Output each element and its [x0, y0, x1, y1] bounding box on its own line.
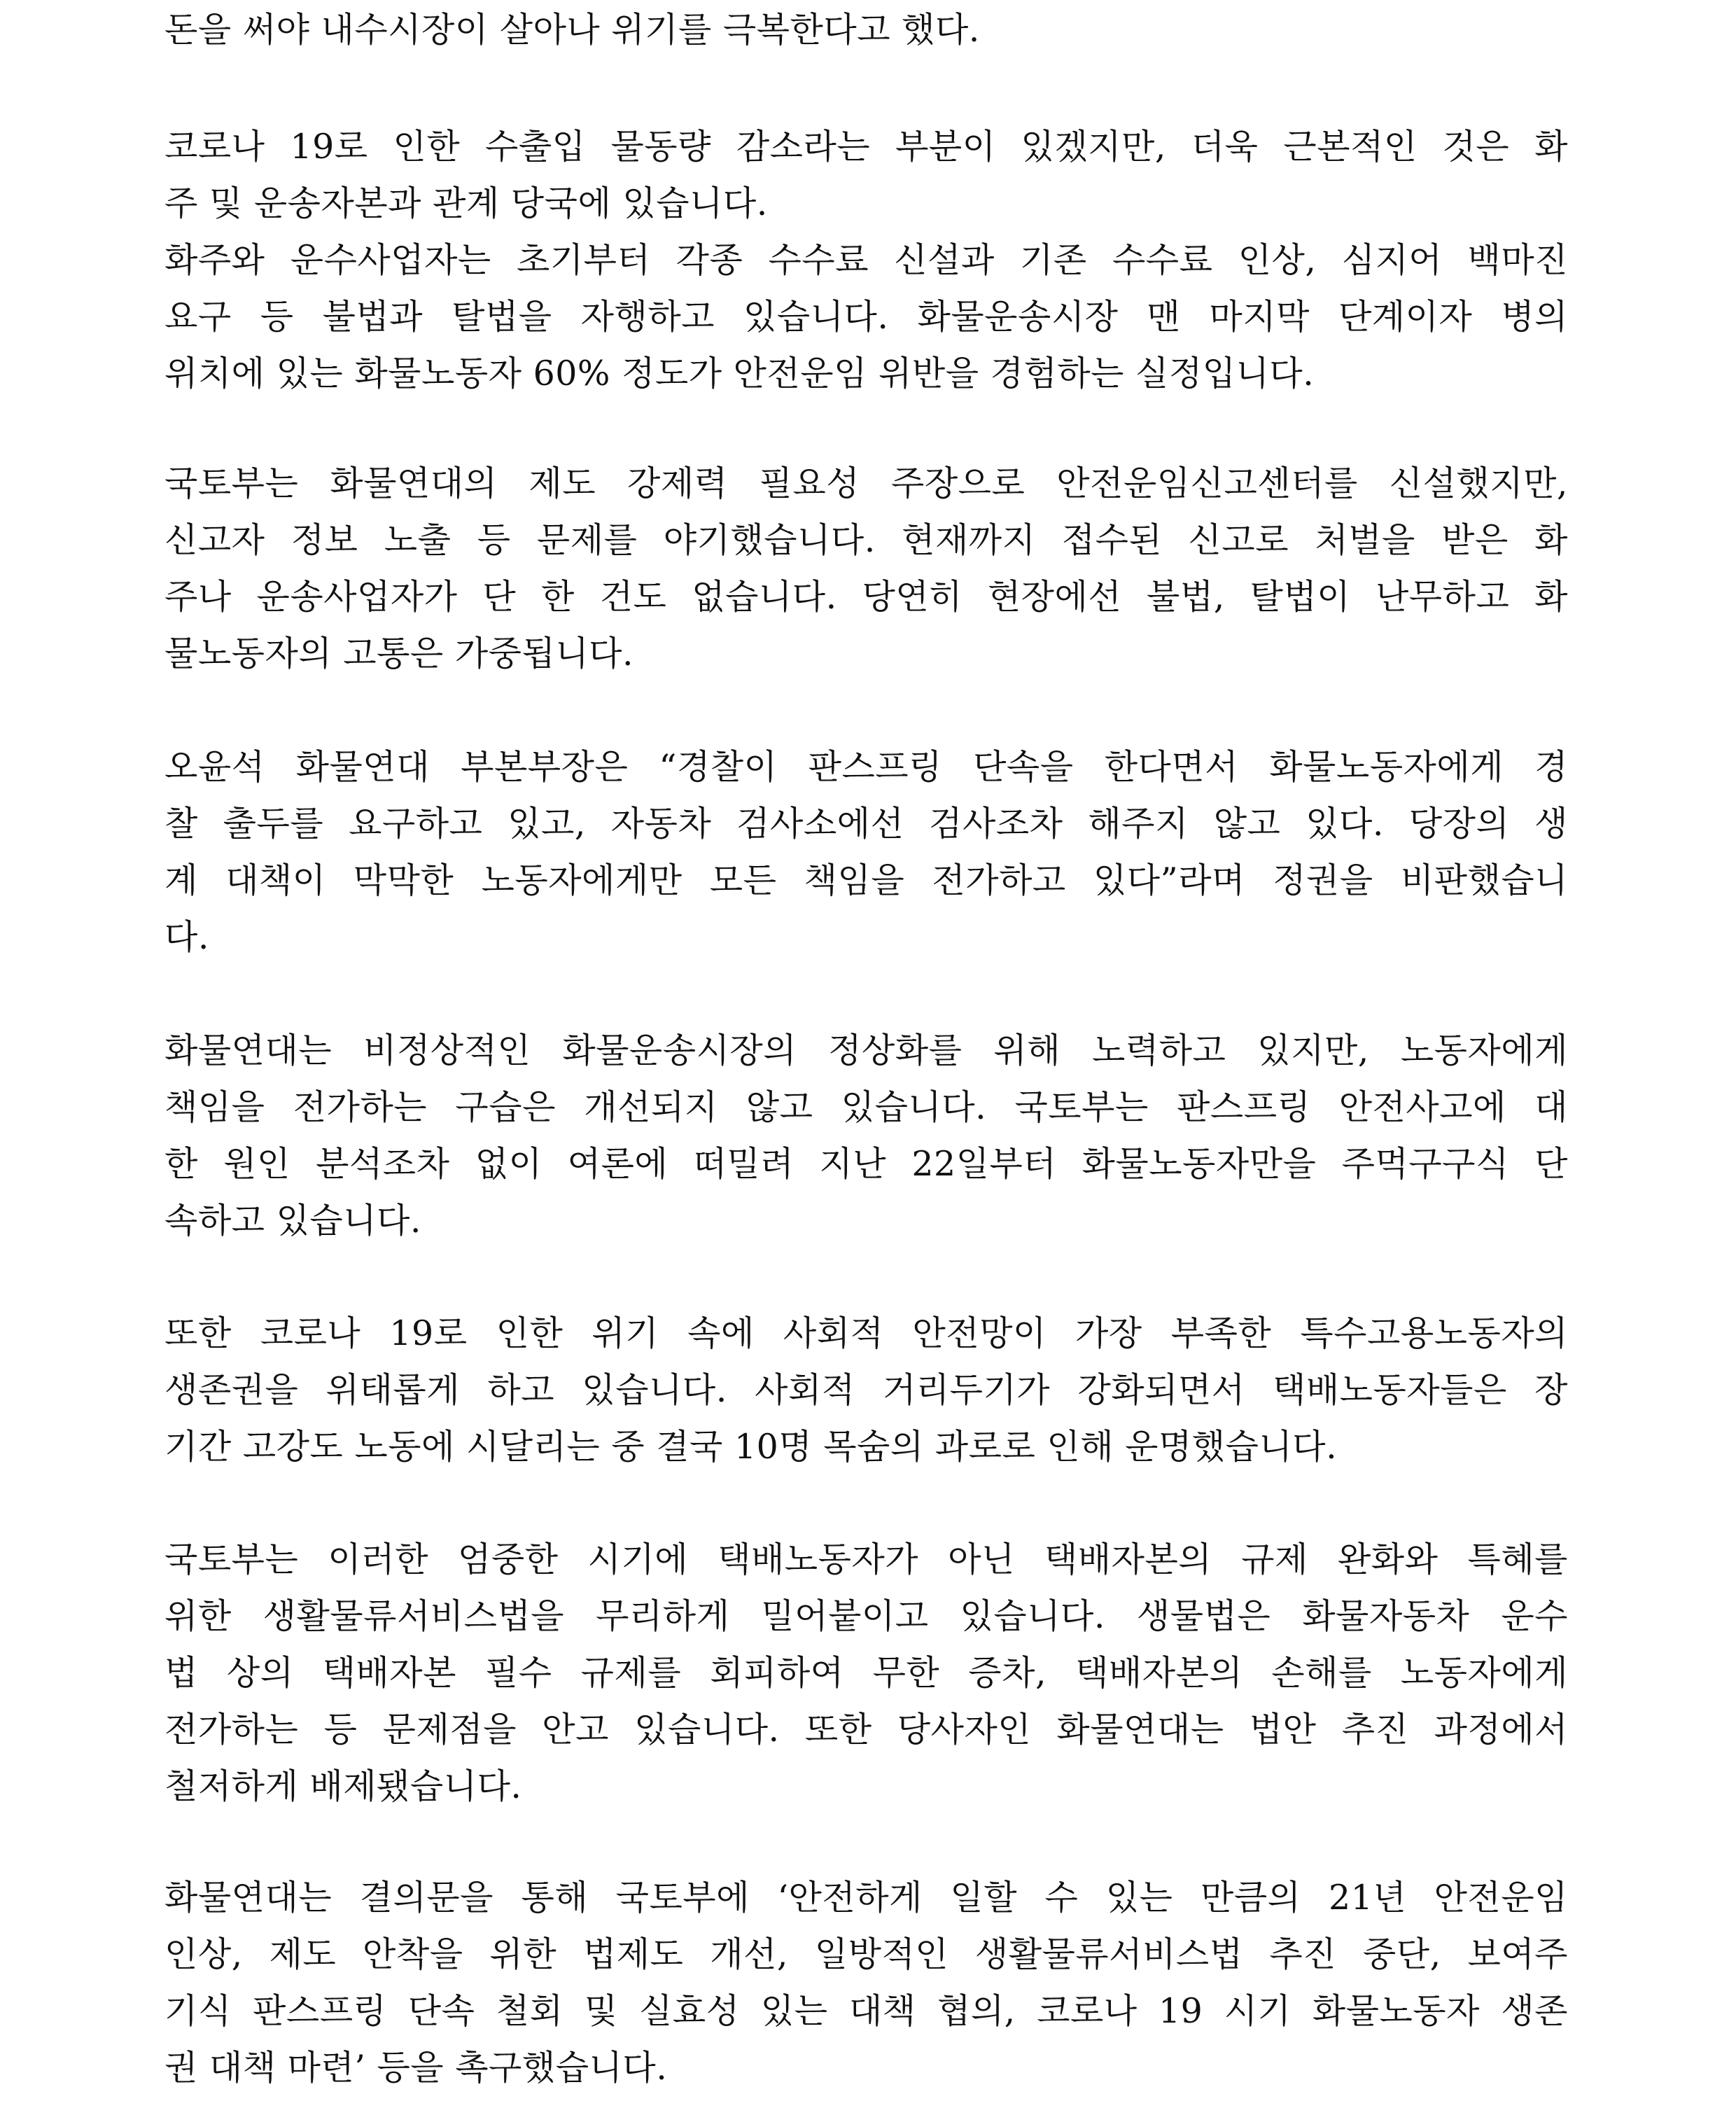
paragraph-vice-chief-quote [164, 739, 1568, 965]
text-line: 요구 등 불법과 탈법을 자행하고 있습니다. 화물운송시장 맨 마지막 단계이자 병의 [164, 297, 1568, 337]
text-line: 위치에 있는 화물노동자 60% 정도가 안전운임 위반을 경험하는 실정입니다. [164, 354, 1315, 393]
text-line: 한 원인 분석조차 없이 여론에 떠밀려 지난 22일부터 화물노동자만을 주먹구구식 단 [164, 1144, 1568, 1184]
text-line: 다. [164, 917, 209, 957]
text-line: 국토부는 이러한 엄중한 시기에 택배노동자가 아닌 택배자본의 규제 완화와 특혜를 [164, 1540, 1568, 1579]
paragraph-special-employment [164, 1305, 1568, 1475]
text-line: 인상, 제도 안착을 위한 법제도 개선, 일방적인 생활물류서비스법 추진 중단, 보여주 [164, 1934, 1568, 1974]
paragraph-corona-logistics [164, 118, 1568, 402]
paragraph-resolution-demands [164, 1869, 1568, 2096]
text-line: 기간 고강도 노동에 시달리는 중 결국 10명 목숨의 과로로 인해 운명했습니다. [164, 1427, 1338, 1467]
text-line: 오윤석 화물연대 부본부장은 “경찰이 판스프링 단속을 한다면서 화물노동자에게 경 [164, 747, 1568, 787]
paragraph-leaf-spring-crackdown [164, 1022, 1568, 1249]
text-line: 또한 코로나 19로 인한 위기 속에 사회적 안전망이 가장 부족한 특수고용노동자의 [164, 1313, 1568, 1353]
text-line: 권 대책 마련’ 등을 촉구했습니다. [164, 2048, 668, 2088]
text-line: 철저하게 배제됐습니다. [164, 1766, 522, 1806]
text-line: 위한 생활물류서비스법을 무리하게 밀어붙이고 있습니다. 생물법은 화물자동차 운수 [164, 1596, 1568, 1636]
text-line: 신고자 정보 노출 등 문제를 야기했습니다. 현재까지 접수된 신고로 처벌을 받은 화 [164, 520, 1568, 560]
text-line: 돈을 써야 내수시장이 살아나 위기를 극복한다고 했다. [164, 10, 980, 50]
paragraph-report-center [164, 455, 1568, 682]
paragraph-logistics-service-act [164, 1531, 1568, 1815]
text-line: 전가하는 등 문제점을 안고 있습니다. 또한 당사자인 화물연대는 법안 추진 과정에서 [164, 1710, 1568, 1750]
text-line: 찰 출두를 요구하고 있고, 자동차 검사소에선 검사조차 해주지 않고 있다. 당장의 생 [164, 804, 1568, 844]
text-line: 생존권을 위태롭게 하고 있습니다. 사회적 거리두기가 강화되면서 택배노동자들은 장 [164, 1370, 1568, 1410]
text-line: 기식 판스프링 단속 철회 및 실효성 있는 대책 협의, 코로나 19 시기 화물노동자 생존 [164, 1991, 1568, 2031]
text-line: 국토부는 화물연대의 제도 강제력 필요성 주장으로 안전운임신고센터를 신설했지만, [164, 463, 1568, 503]
text-line: 화물연대는 결의문을 통해 국토부에 ‘안전하게 일할 수 있는 만큼의 21년 안전운임 [164, 1878, 1568, 1918]
text-line: 주나 운송사업자가 단 한 건도 없습니다. 당연히 현장에선 불법, 탈법이 난무하고 화 [164, 577, 1568, 617]
text-line: 코로나 19로 인한 수출입 물동량 감소라는 부분이 있겠지만, 더욱 근본적인 것은 화 [164, 127, 1568, 167]
paragraph-spending-recovery [164, 1, 1568, 58]
text-line: 속하고 있습니다. [164, 1201, 421, 1241]
text-line: 화주와 운수사업자는 초기부터 각종 수수료 신설과 기존 수수료 인상, 심지어 백마진 [164, 240, 1568, 280]
text-line: 계 대책이 막막한 노동자에게만 모든 책임을 전가하고 있다”라며 정권을 비판했습니 [164, 860, 1568, 900]
text-line: 법 상의 택배자본 필수 규제를 회피하여 무한 증차, 택배자본의 손해를 노동자에게 [164, 1653, 1568, 1693]
text-line: 물노동자의 고통은 가중됩니다. [164, 634, 634, 673]
text-line: 책임을 전가하는 구습은 개선되지 않고 있습니다. 국토부는 판스프링 안전사고에 대 [164, 1087, 1568, 1127]
text-line: 주 및 운송자본과 관계 당국에 있습니다. [164, 183, 768, 223]
text-line: 화물연대는 비정상적인 화물운송시장의 정상화를 위해 노력하고 있지만, 노동자에게 [164, 1031, 1568, 1070]
